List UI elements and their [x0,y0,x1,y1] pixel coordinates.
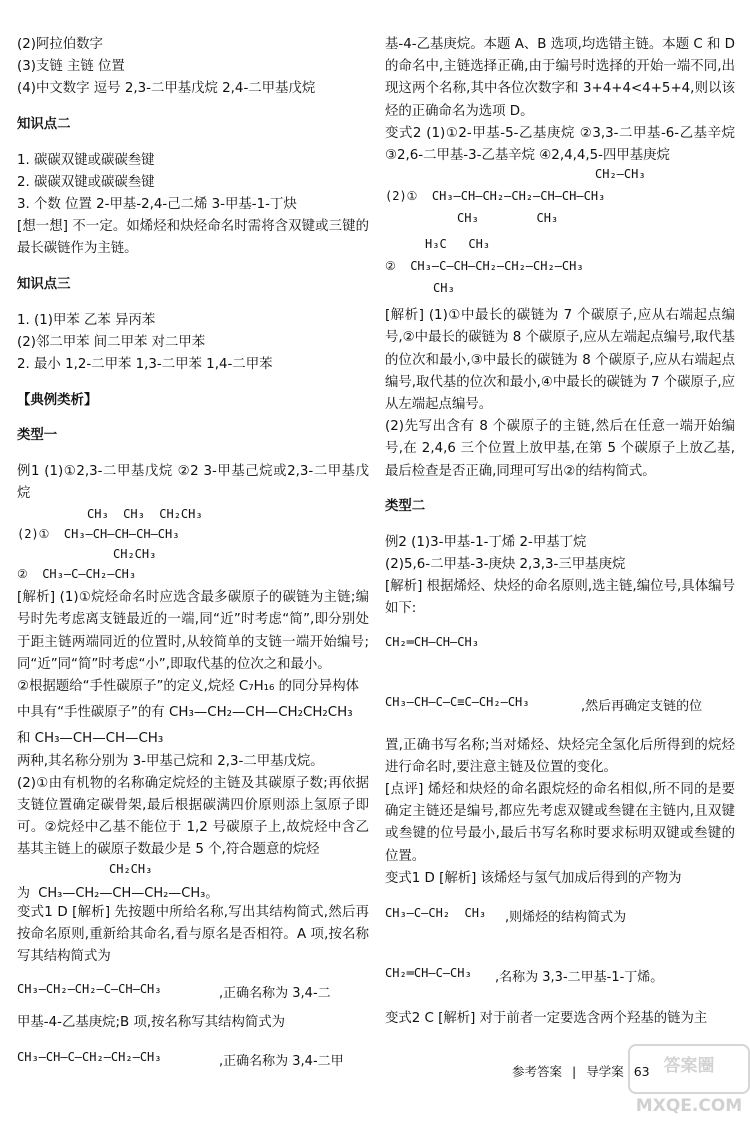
type-title: 类型二 [385,499,426,515]
formula-text: CH₃ CH₃ CH₂CH₃ [87,507,203,522]
line: 2. 最小 1,2-二甲苯 1,3-二甲苯 1,4-二甲苯 [17,357,273,372]
line: (4)中文数字 逗号 2,3-二甲基戊烷 2,4-二甲基戊烷 [17,81,316,97]
formula-text: (2)① CH₃—CH—CH₂—CH₂—CH—CH—CH₃ [385,189,606,204]
footer-label: 导学案 [586,1064,624,1079]
formula-text: CH₂—CH₃ [595,167,646,182]
formula-text: ,则烯烃的结构简式为 [505,910,627,926]
formula-block [17,505,369,587]
think-note: [想一想] 不一定。如烯烃和炔烃命名时需将含双键或三键的最长碳链作为主链。 [17,219,369,257]
formula-text: (2)① CH₃—CH—CH—CH—CH₃ [17,527,180,542]
formula-block [17,862,369,902]
analysis: [解析] (1)①中最长的碳链为 7 个碳原子,应从右端起点编号,②中最长的碳链为 8 个碳原子,应从左端起点编号,取代基的位次和最小,③中最长的碳链为 8 个碳原子,应从右端起点编号,取代基的位次和最小,④中最长的碳链为 7 个碳原子,应从左端起点编号。 [385,308,735,413]
formula-text: CH₃ CH₃ [457,211,559,226]
line: (2)阿拉伯数字 [17,37,103,52]
variant-1: 变式1 D [解析] 该烯烃与氢气加成后得到的产物为 [385,870,682,886]
variant-2: 变式2 C [解析] 对于前者一定要选含两个羟基的链为主 [385,1011,708,1027]
line: 1. (1)甲苯 乙苯 异丙苯 [17,312,156,328]
footer-label: 参考答案 [512,1064,563,1079]
right-column [385,34,735,1030]
example-2: 例2 (1)3-甲基-1-丁烯 2-甲基丁烷 [385,534,587,550]
variant-1: 变式1 D [解析] 先按题中所给名称,写出其结构简式,然后再按命名原则,重新给其命名,看与原名是否相符。A 项,按名称写其结构简式为 [17,904,369,965]
formula-text: CH₂CH₃ [109,861,153,876]
variant-1: 甲基-4-乙基庚烷;B 项,按名称写其结构简式为 [17,1015,286,1031]
paragraph: 基-4-乙基庚烷。本题 A、B 选项,均选错主链。本题 C 和 D 的命名中,主链选择正确,由于编号时选择的开始一端不同,出现这两个名称,其中各位次数字和 3+4+4<4+5+4,则以该烃的正确命名为选项 D。 [385,37,735,119]
analysis: 两种,其名称分别为 3-甲基己烷和 2,3-二甲基戊烷。 [17,753,324,769]
formula-text: CH₃—CH—C—C≡C—CH₂—CH₃ [385,694,530,709]
formula-text: ② CH₃—C—CH—CH₂—CH₂—CH₂—CH₃ [385,259,584,274]
analysis: (2)先写出含有 8 个碳原子的主链,然后在任意一端开始编号,在 2,4,6 三个位置上放甲基,在第 5 个碳原子上放乙基,最后检查是否正确,同理可写出②的结构简式。 [385,419,735,479]
analysis: 置,正确书写名称;当对烯烃、炔烃完全氢化后所得到的烷烃进行命名时,要注意主链及位置的变化。 [385,737,735,775]
formula-text: CH₃—C—CH₂ CH₃ [385,906,487,921]
formula-block [385,167,735,235]
formula-block [385,235,735,305]
formula-text: CH₃ [433,281,455,296]
formula-text: CH₂═CH—CH—CH₃ [385,634,479,649]
formula-text: 为 CH₃—CH₂—CH—CH₂—CH₃。 [17,885,219,901]
formula-text: H₃C CH₃ [425,237,491,252]
line: (2)邻二甲苯 间二甲苯 对二甲苯 [17,334,206,350]
analysis: 和 CH₃—CH—CH—CH₃ [17,731,164,747]
line: 1. 碳碳双键或碳碳叁键 [17,152,155,168]
section-title: 【典例类析】 [17,392,98,408]
formula-text: ② CH₃—C—CH₂—CH₃ [17,567,137,582]
formula-text: CH₂CH₃ [113,547,157,562]
example-1: 例1 (1)①2,3-二甲基戊烷 ②2 3-甲基己烷或2,3-二甲基戊烷 [17,463,369,501]
formula-text: ,然后再确定支链的位 [581,698,703,714]
analysis: (2)①由有机物的名称确定烷烃的主链及其碳原子数;再依据支链位置确定碳骨架,最后根据碳满四价原则添上氢原子即可。②烷烃中乙基不能位于 1,2 号碳原子上,故烷烃中含乙基其主链上的碳原子数最少是 5 个,符合题意的烷烃 [17,775,369,858]
formula-block [385,946,735,1008]
analysis: ②根据题给“手性碳原子”的定义,烷烃 C₇H₁₆ 的同分异构体 [17,679,359,694]
formula-text: CH₃—CH₂—CH₂—C—CH—CH₃ [17,982,162,997]
analysis: [解析] (1)①烷烃命名时应选含最多碳原子的碳链为主链;编号时先考虑离支链最近的一端,同“近”时考虑“简”,即分别处于距主链两端同近的位置时,从较简单的支链一端开始编号;同“近”同“简”时考虑“小”,即取代基的位次之和最小。 [17,590,369,672]
type-title: 类型一 [17,428,58,444]
line: (3)支链 主链 位置 [17,59,125,75]
formula-text: CH₂═CH—C—CH₃ [385,966,472,981]
variant-2: 变式2 (1)①2-甲基-5-乙基庚烷 ②3,3-二甲基-6-乙基辛烷 ③2,6-二甲基-3-乙基辛烷 ④2,4,4,5-四甲基庚烷 [385,125,735,164]
formula-block [385,890,735,946]
example-2: (2)5,6-二甲基-3-庚炔 2,3,3-三甲基庚烷 [385,557,626,573]
formula-block [17,968,369,1012]
line: 3. 个数 位置 2-甲基-2,4-己二烯 3-甲基-1-丁炔 [17,197,297,212]
heading: 知识点二 [17,117,71,132]
line: 2. 碳碳双键或碳碳叁键 [17,174,155,190]
formula-block [17,1034,369,1084]
formula-text: ,名称为 3,3-二甲基-1-丁烯。 [495,970,664,986]
formula-block [385,677,735,735]
formula-block [385,621,735,677]
heading: 知识点三 [17,277,71,292]
watermark-logo: 答案圈 MXQE.COM [628,1044,750,1094]
comment: [点评] 烯烃和炔烃的命名跟烷烃的命名相似,所不同的是要确定主链还是编号,都应先考虑双键或叁键在主链内,且双键或叁键的位号最小,最后书写名称时要求标明双键或叁键的位置。 [385,782,735,864]
formula-text: ,正确名称为 3,4-二 [219,986,331,1002]
analysis: [解析] 根据烯烃、炔烃的命名原则,选主链,编位号,具体编号如下: [385,579,735,617]
page-number: 63 [633,1064,650,1079]
footer-separator: | [572,1064,577,1079]
formula-text: ,正确名称为 3,4-二甲 [219,1054,344,1070]
left-column [17,34,369,1084]
analysis: 中具有“手性碳原子”的有 CH₃—CH₂—CH—CH₂CH₂CH₃ [17,705,353,721]
formula-text: CH₃—CH—C—CH₂—CH₂—CH₃ [17,1050,162,1065]
